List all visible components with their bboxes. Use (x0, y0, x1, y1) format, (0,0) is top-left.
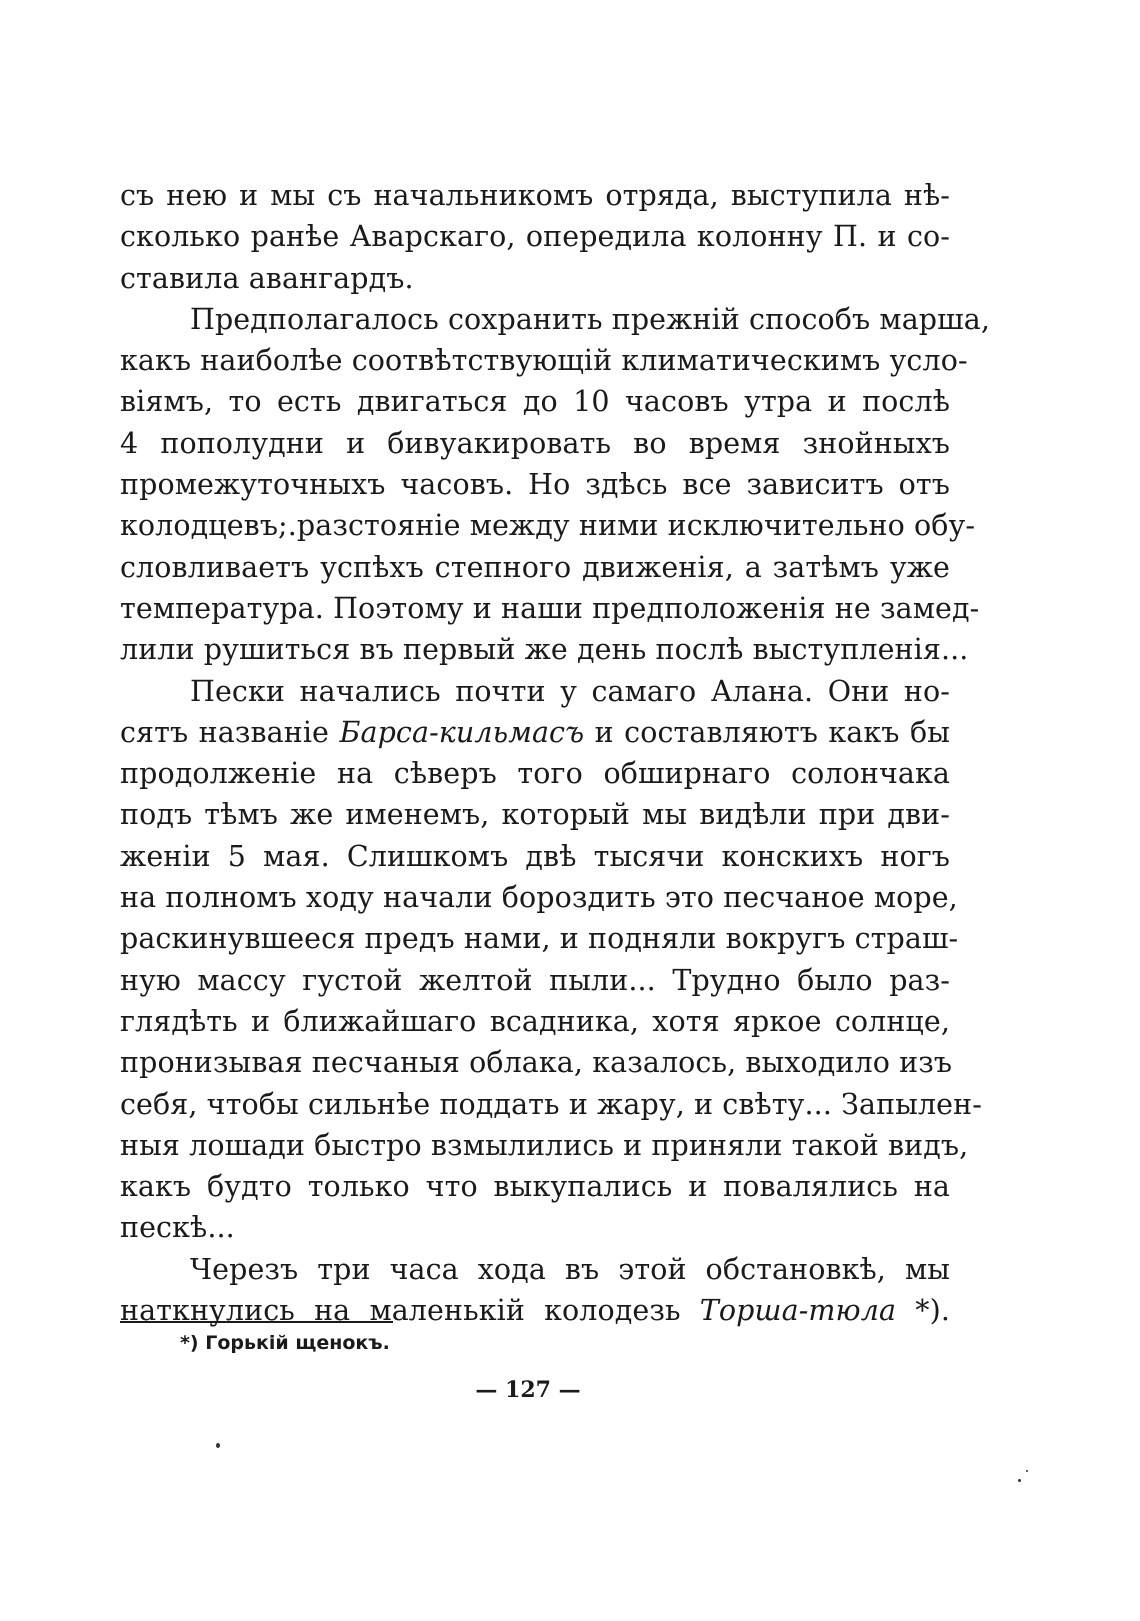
text-line: пронизывая песчаныя облака, казалось, выходило изъ (120, 1046, 953, 1080)
text-segment: наткнулись на маленькiй колодезь (120, 1294, 700, 1328)
text-line: температура. Поэтому и наши предположенiя не замед- (120, 591, 980, 625)
footnote-divider (120, 1321, 393, 1323)
text-line: съ нею и мы съ начальникомъ отряда, выступила нѣ- (120, 179, 950, 212)
place-name-italic: Барса-кильмасъ (339, 715, 585, 749)
text-line (120, 1290, 950, 1331)
print-speck (1018, 1479, 1021, 1482)
print-speck (1026, 1470, 1028, 1472)
footnote: *) Горькiй щенокъ. (180, 1332, 390, 1354)
text-line: лили рушиться въ первый же день послѣ выступленiя... (120, 633, 969, 667)
paragraph-start-line: Предполагалось сохранить прежнiй способъ марша, (190, 302, 990, 336)
text-line: сколько ранѣе Аварскаго, опередила колонну П. и со- (120, 220, 950, 254)
page-number: — 127 — (475, 1377, 581, 1403)
print-speck (216, 1443, 220, 1448)
text-line: раскинувшееся предъ нами, и подняли вокругъ страш- (120, 922, 959, 956)
text-line: вiямъ, то есть двигаться до 10 часовъ утра и послѣ (120, 385, 950, 419)
text-line: словливаетъ успѣхъ степного движенiя, а затѣмъ уже (120, 550, 950, 584)
text-line: какъ будто только что выкупались и повалялись на (120, 1170, 950, 1204)
place-name-italic: Торша-тюла (699, 1294, 897, 1328)
text-line: продолженiе на сѣверъ того обширнаго солончака (120, 757, 950, 791)
paragraph-start-line: Пески начались почти у самаго Алана. Они но- (190, 674, 950, 708)
text-line: ныя лошади быстро взмылились и приняли такой видъ, (120, 1128, 969, 1162)
text-segment: сятъ названiе (120, 715, 340, 749)
text-line (120, 712, 950, 753)
text-line: ную массу густой желтой пыли... Трудно было раз- (120, 963, 950, 997)
text-line: 4 пополудни и бивуакировать во время знойныхъ (120, 426, 950, 460)
text-segment: и составляютъ какъ бы (584, 715, 950, 749)
text-line: глядѣть и ближайшаго всадника, хотя яркое солнце, (120, 1004, 950, 1038)
page-text-block (120, 175, 990, 1331)
paragraph-start-line: Черезъ три часа хода въ этой обстановкѣ, мы (190, 1252, 950, 1286)
text-line: ставила авангардъ. (120, 261, 414, 295)
text-line: себя, чтобы сильнѣе поддать и жару, и свѣту... Запылен- (120, 1087, 982, 1121)
text-line: колодцевъ;.разстоянiе между ними исключительно обу- (120, 509, 976, 543)
text-segment: *). (896, 1294, 951, 1328)
text-line: промежуточныхъ часовъ. Но здѣсь все зависитъ отъ (120, 468, 950, 502)
text-line: пескѣ... (120, 1211, 235, 1245)
text-line: женiи 5 мая. Слишкомъ двѣ тысячи конскихъ ногъ (120, 839, 950, 873)
text-line: подъ тѣмъ же именемъ, который мы видѣли при дви- (120, 798, 950, 832)
text-line: какъ наиболѣе соотвѣтствующiй климатическимъ усло- (120, 344, 968, 378)
text-line: на полномъ ходу начали бороздить это песчаное море, (120, 881, 958, 915)
